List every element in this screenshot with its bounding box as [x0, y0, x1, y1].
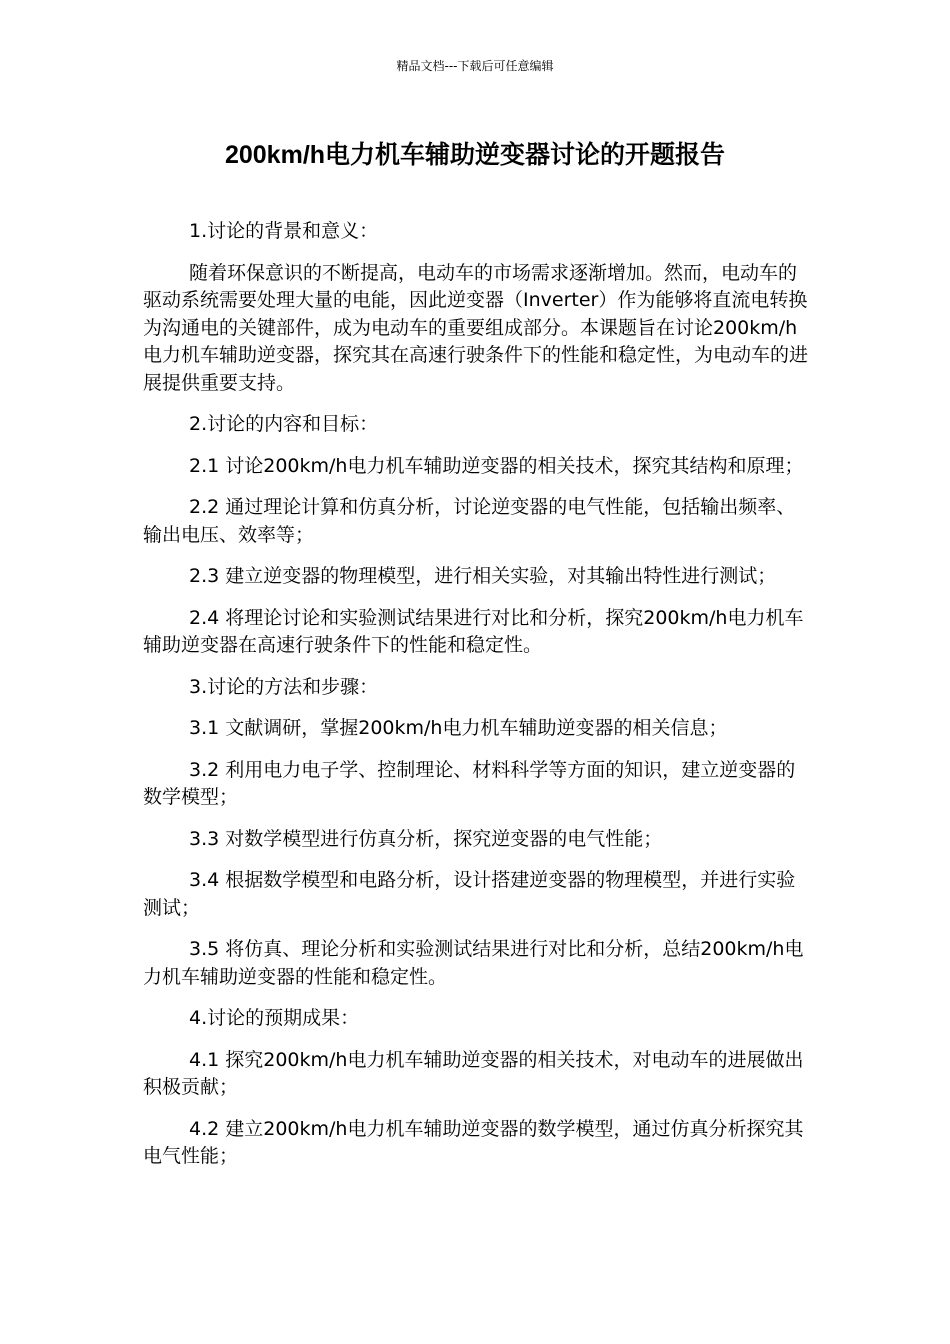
- section-heading-outcomes: 4.讨论的预期成果：: [189, 1007, 360, 1029]
- list-item-4-1: 4.1 探究200km/h电力机车辅助逆变器的相关技术，对电动车的进展做出积极贡献；: [143, 1048, 804, 1098]
- section-heading-methods: 3.讨论的方法和步骤：: [189, 675, 379, 698]
- list-item-2-1: 2.1 讨论200km/h电力机车辅助逆变器的相关技术，探究其结构和原理；: [189, 454, 804, 477]
- list-item-3-2: 3.2 利用电力电子学、控制理论、材料科学等方面的知识，建立逆变器的数学模型；: [143, 758, 796, 808]
- paragraph-background: 随着环保意识的不断提高，电动车的市场需求逐渐增加。然而，电动车的驱动系统需要处理大量的电能，因此逆变器（Inverter）作为能够将直流电转换为沟通电的关键部件，成为电动车的重要组成部分。本课题旨在讨论200km/h电力机车辅助逆变器，探究其在高速行驶条件下的性能和稳定性，为电动车的进展提供重要支持。: [143, 261, 809, 394]
- list-item-3-5: 3.5 将仿真、理论分析和实验测试结果进行对比和分析，总结200km/h电力机车辅助逆变器的性能和稳定性。: [143, 938, 804, 988]
- list-item-3-1: 3.1 文献调研，掌握200km/h电力机车辅助逆变器的相关信息；: [189, 717, 728, 739]
- list-item-3-3: 3.3 对数学模型进行仿真分析，探究逆变器的电气性能；: [189, 827, 663, 850]
- list-item-2-2: 2.2 通过理论计算和仿真分析，讨论逆变器的电气性能，包括输出频率、输出电压、效率等；: [143, 496, 796, 546]
- document-title: 200km/h电力机车辅助逆变器讨论的开题报告: [224, 141, 726, 169]
- header-note: 精品文档---下载后可任意编辑: [396, 59, 554, 73]
- section-heading-background: 1.讨论的背景和意义：: [189, 220, 379, 242]
- list-item-4-2: 4.2 建立200km/h电力机车辅助逆变器的数学模型，通过仿真分析探究其电气性能；: [143, 1117, 804, 1167]
- list-item-3-4: 3.4 根据数学模型和电路分析，设计搭建逆变器的物理模型，并进行实验测试；: [143, 869, 796, 919]
- list-item-2-3: 2.3 建立逆变器的物理模型，进行相关实验，对其输出特性进行测试；: [189, 565, 777, 587]
- document-body: [143, 218, 808, 1185]
- section-heading-content: 2.讨论的内容和目标：: [189, 413, 379, 435]
- list-item-2-4: 2.4 将理论讨论和实验测试结果进行对比和分析，探究200km/h电力机车辅助逆变器在高速行驶条件下的性能和稳定性。: [143, 606, 804, 656]
